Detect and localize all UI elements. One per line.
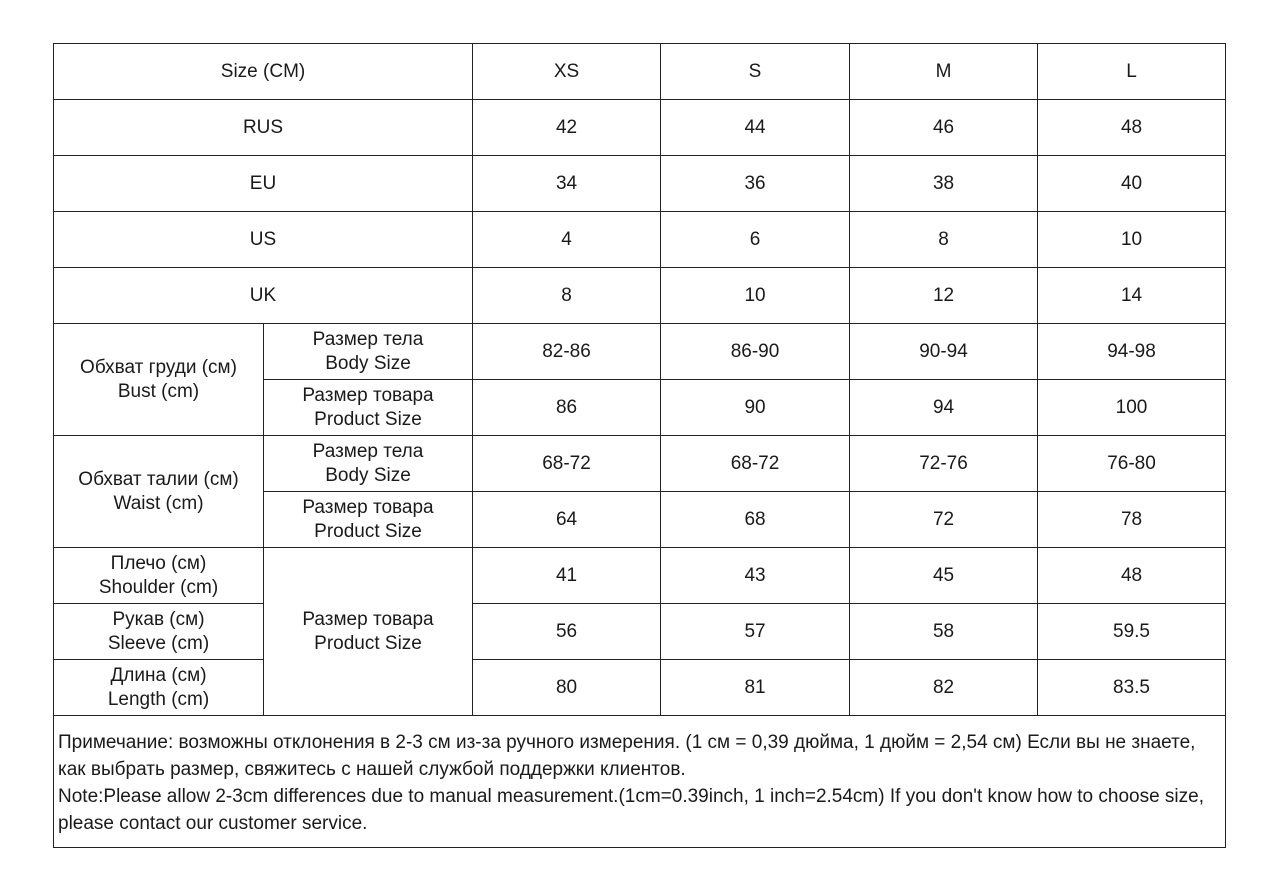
sleeve-label-en: Sleeve (cm) — [107, 632, 210, 654]
row-label-us: US — [54, 212, 473, 268]
bust-label — [54, 324, 264, 436]
table-cell: 44 — [661, 100, 850, 156]
bust-body-size-label — [264, 324, 473, 380]
row-label-eu: EU — [54, 156, 473, 212]
table-cell: 41 — [473, 548, 661, 604]
size-header-m: M — [850, 44, 1038, 100]
waist-label-ru: Обхват талии (см) — [78, 468, 239, 490]
table-cell: 58 — [850, 604, 1038, 660]
table-cell: 57 — [661, 604, 850, 660]
table-row — [54, 212, 1226, 268]
table-cell: 68-72 — [473, 436, 661, 492]
table-cell: 40 — [1038, 156, 1226, 212]
body-size-label-en: Body Size — [325, 352, 411, 374]
product-size-label-en: Product Size — [314, 408, 422, 430]
table-cell: 12 — [850, 268, 1038, 324]
table-cell: 10 — [661, 268, 850, 324]
shoulder-label-ru: Плечо (см) — [110, 552, 207, 574]
table-cell: 81 — [661, 660, 850, 716]
table-cell: 86-90 — [661, 324, 850, 380]
table-cell: 4 — [473, 212, 661, 268]
shoulder-label-en: Shoulder (cm) — [98, 576, 219, 598]
table-cell: 14 — [1038, 268, 1226, 324]
table-cell: 68 — [661, 492, 850, 548]
sleeve-label — [54, 604, 264, 660]
table-cell: 72-76 — [850, 436, 1038, 492]
body-size-label-ru: Размер тела — [312, 328, 424, 350]
table-row — [54, 548, 1226, 604]
length-label-en: Length (cm) — [107, 688, 210, 710]
table-row — [54, 660, 1226, 716]
table-cell: 76-80 — [1038, 436, 1226, 492]
size-header-label: Size (CM) — [54, 44, 473, 100]
table-cell: 80 — [473, 660, 661, 716]
size-header-s: S — [661, 44, 850, 100]
waist-body-size-label — [264, 436, 473, 492]
table-cell: 90 — [661, 380, 850, 436]
product-size-label-en: Product Size — [314, 520, 422, 542]
product-size-label-ru: Размер товара — [302, 384, 434, 406]
table-cell: 34 — [473, 156, 661, 212]
table-cell: 82 — [850, 660, 1038, 716]
note-row — [54, 716, 1226, 848]
table-cell: 64 — [473, 492, 661, 548]
table-cell: 36 — [661, 156, 850, 212]
bust-label-ru: Обхват груди (см) — [80, 356, 237, 378]
waist-label — [54, 436, 264, 548]
product-size-label-ru: Размер товара — [302, 496, 434, 518]
table-row — [54, 604, 1226, 660]
product-size-label-en: Product Size — [314, 632, 422, 654]
table-row — [54, 156, 1226, 212]
table-row — [54, 100, 1226, 156]
header-row — [54, 44, 1226, 100]
table-cell: 10 — [1038, 212, 1226, 268]
table-cell: 90-94 — [850, 324, 1038, 380]
sleeve-label-ru: Рукав (см) — [112, 608, 205, 630]
waist-product-size-label — [264, 492, 473, 548]
product-size-label-ru: Размер товара — [302, 608, 434, 630]
table-cell: 43 — [661, 548, 850, 604]
size-header-l: L — [1038, 44, 1226, 100]
length-label — [54, 660, 264, 716]
table-cell: 78 — [1038, 492, 1226, 548]
table-cell: 94-98 — [1038, 324, 1226, 380]
body-size-label-en: Body Size — [325, 464, 411, 486]
table-cell: 94 — [850, 380, 1038, 436]
note-en: Note:Please allow 2-3cm differences due to manual measurement.(1cm=0.39inch, 1 inch=2.54cm) If you don't know how to choose size, please contact our customer service. — [58, 786, 1205, 834]
garment-product-size-label — [264, 548, 473, 716]
bust-product-size-label — [264, 380, 473, 436]
table-cell: 45 — [850, 548, 1038, 604]
length-label-ru: Длина (см) — [110, 664, 207, 686]
bust-label-en: Bust (cm) — [117, 380, 200, 402]
table-cell: 86 — [473, 380, 661, 436]
table-cell: 59.5 — [1038, 604, 1226, 660]
table-cell: 48 — [1038, 100, 1226, 156]
table-row — [54, 436, 1226, 492]
table-cell: 8 — [850, 212, 1038, 268]
table-cell: 82-86 — [473, 324, 661, 380]
table-cell: 48 — [1038, 548, 1226, 604]
table-cell: 46 — [850, 100, 1038, 156]
table-cell: 42 — [473, 100, 661, 156]
note-ru: Примечание: возможны отклонения в 2-3 см из-за ручного измерения. (1 см = 0,39 дюйма, 1 дюйм = 2,54 см) Если вы не знаете, как выбрать размер, свяжитесь с нашей службой поддержки клиентов. — [58, 732, 1196, 780]
table-cell: 83.5 — [1038, 660, 1226, 716]
table-cell: 68-72 — [661, 436, 850, 492]
table-row — [54, 268, 1226, 324]
table-cell: 56 — [473, 604, 661, 660]
shoulder-label — [54, 548, 264, 604]
table-cell: 72 — [850, 492, 1038, 548]
table-cell: 8 — [473, 268, 661, 324]
row-label-uk: UK — [54, 268, 473, 324]
size-chart-table — [53, 43, 1226, 848]
table-cell: 100 — [1038, 380, 1226, 436]
note-cell — [54, 716, 1226, 848]
table-row — [54, 324, 1226, 380]
row-label-rus: RUS — [54, 100, 473, 156]
waist-label-en: Waist (cm) — [113, 492, 204, 514]
table-cell: 38 — [850, 156, 1038, 212]
size-header-xs: XS — [473, 44, 661, 100]
body-size-label-ru: Размер тела — [312, 440, 424, 462]
table-cell: 6 — [661, 212, 850, 268]
